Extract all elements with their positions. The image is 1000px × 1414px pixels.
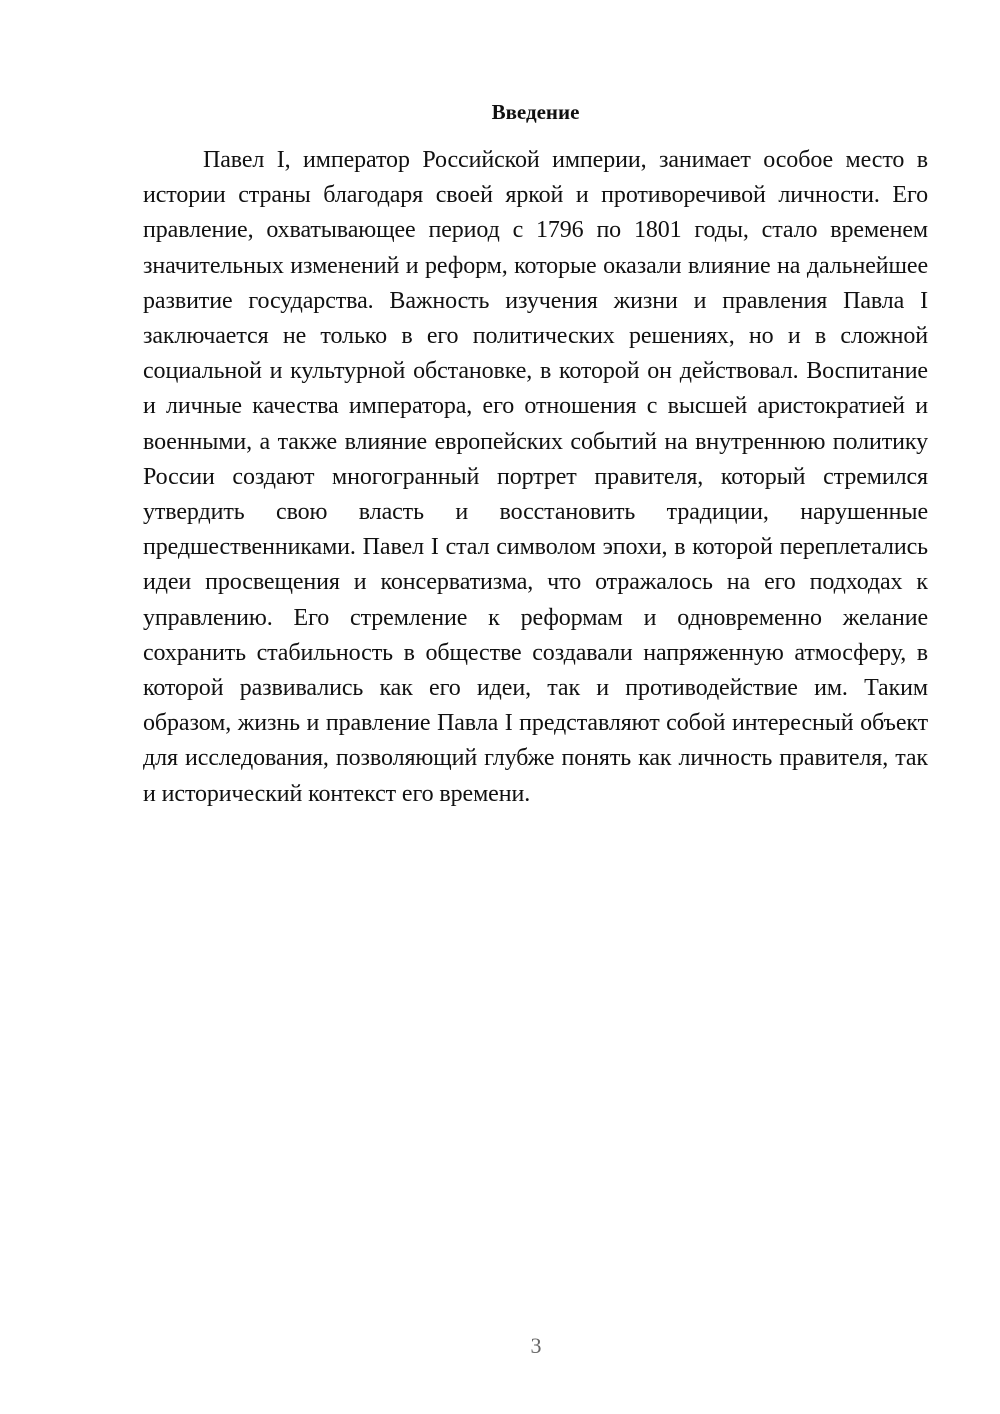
section-heading: Введение <box>491 100 580 124</box>
page-number: 3 <box>530 1333 542 1358</box>
body-paragraph: Павел I, император Российской империи, занимает особое место в истории страны благодаря своей яркой и противоречивой личности. Его правление, охватывающее период с 1796 по 1801 годы, стало временем значительных изменений и реформ, которые оказали влияние на дальнейшее развитие государства. Важность изучения жизни и правления Павла I заключается не только в его политических решениях, но и в сложной социальной и культурной обстановке, в которой он действовал. Воспитание и личные качества императора, его отношения с высшей аристократией и военными, а также влияние европейских событий на внутреннюю политику России создают многогранный портрет правителя, который стремился утвердить свою власть и восстановить традиции, нарушенные предшественниками. Павел I стал символом эпохи, в которой переплетались идеи просвещения и консерватизма, что отражалось на его подходах к управлению. Его стремление к реформам и одновременно желание сохранить стабильность в обществе создавали напряженную атмосферу, в которой развивались как его идеи, так и противодействие им. Таким образом, жизнь и правление Павла I представляют собой интересный объект для исследования, позволяющий глубже понять как личность правителя, так и исторический контекст его времени. <box>143 147 928 807</box>
